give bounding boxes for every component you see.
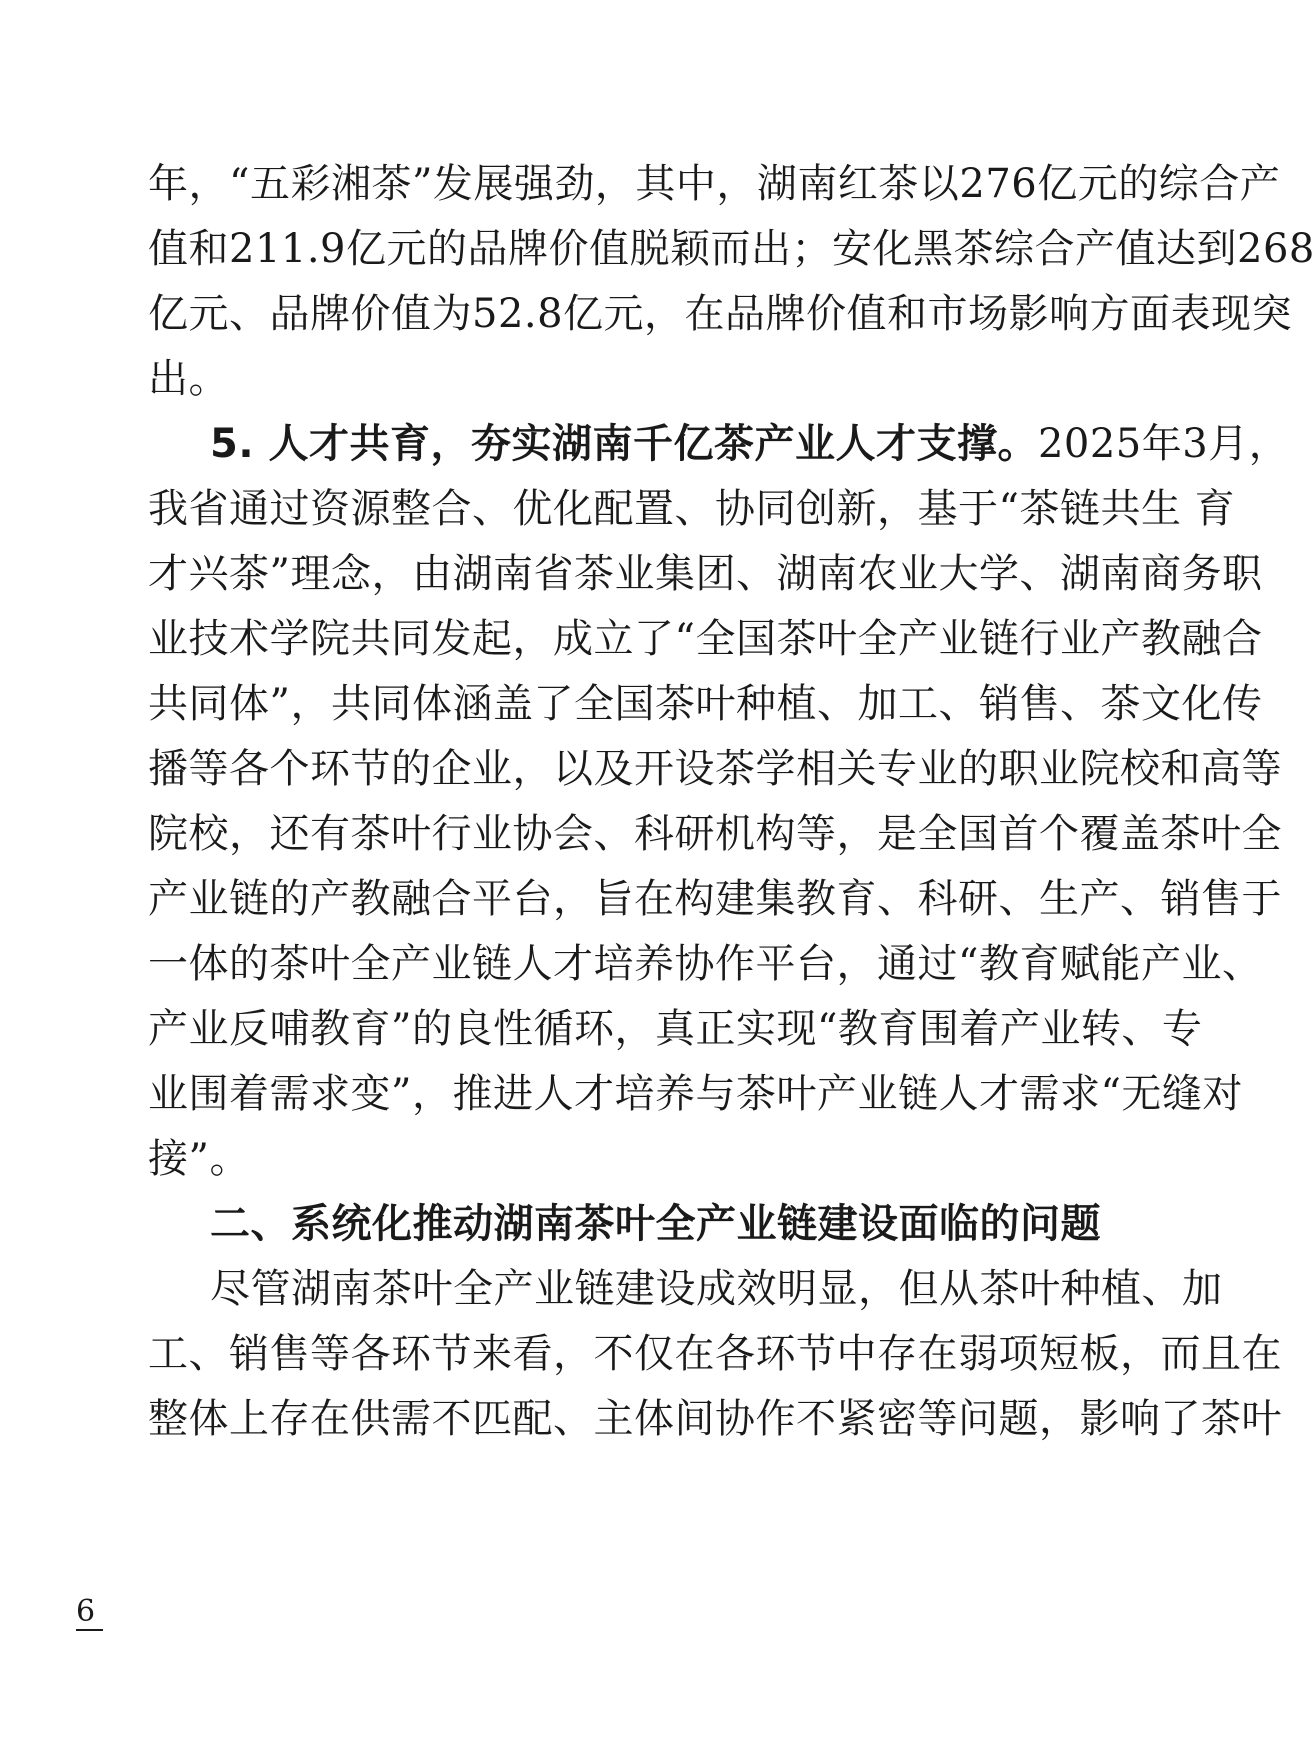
body-text-line: 产业链的产教融合平台，旨在构建集教育、科研、生产、销售于 (148, 876, 1282, 922)
body-text-line: 我省通过资源整合、优化配置、协同创新，基于“茶链共生 育 (148, 486, 1236, 532)
body-text-line: 值和211.9亿元的品牌价值脱颖而出；安化黑茶综合产值达到268 (148, 226, 1315, 272)
page-number: 6 (76, 1595, 103, 1631)
section-heading: 二、系统化推动湖南茶叶全产业链建设面临的问题 (210, 1201, 1101, 1247)
body-text-line: 整体上存在供需不匹配、主体间协作不紧密等问题，影响了茶叶 (148, 1396, 1282, 1442)
body-text-line: 业围着需求变”，推进人才培养与茶叶产业链人才需求“无缝对 (148, 1071, 1243, 1117)
body-text-line: 产业反哺教育”的良性循环，真正实现“教育围着产业转、专 (148, 1006, 1203, 1052)
body-text-line: 才兴茶”理念，由湖南省茶业集团、湖南农业大学、湖南商务职 (148, 551, 1263, 597)
body-text-line: 尽管湖南茶叶全产业链建设成效明显，但从茶叶种植、加 (210, 1266, 1223, 1312)
body-text-line: 共同体”，共同体涵盖了全国茶叶种植、加工、销售、茶文化传 (148, 681, 1263, 727)
section-5-title: 5. 人才共育，夯实湖南千亿茶产业人才支撑。 (210, 421, 1038, 467)
body-text-line: 接”。 (148, 1136, 250, 1182)
body-text-line: 亿元、品牌价值为52.8亿元，在品牌价值和市场影响方面表现突 (148, 291, 1293, 337)
body-text-line: 工、销售等各环节来看，不仅在各环节中存在弱项短板，而且在 (148, 1331, 1282, 1377)
body-text-line: 出。 (148, 356, 229, 402)
section-5-first-line (210, 420, 1289, 468)
body-text-line: 业技术学院共同发起，成立了“全国茶叶全产业链行业产教融合 (148, 616, 1263, 662)
body-text-line: 年，“五彩湘茶”发展强劲，其中，湖南红茶以276亿元的综合产 (148, 161, 1281, 207)
section-5-date: 2025年3月， (1037, 421, 1290, 467)
body-text-line: 一体的茶叶全产业链人才培养协作平台，通过“教育赋能产业、 (148, 941, 1263, 987)
body-text-line: 播等各个环节的企业，以及开设茶学相关专业的职业院校和高等 (148, 746, 1282, 792)
body-text-line: 院校，还有茶叶行业协会、科研机构等，是全国首个覆盖茶叶全 (148, 811, 1282, 857)
